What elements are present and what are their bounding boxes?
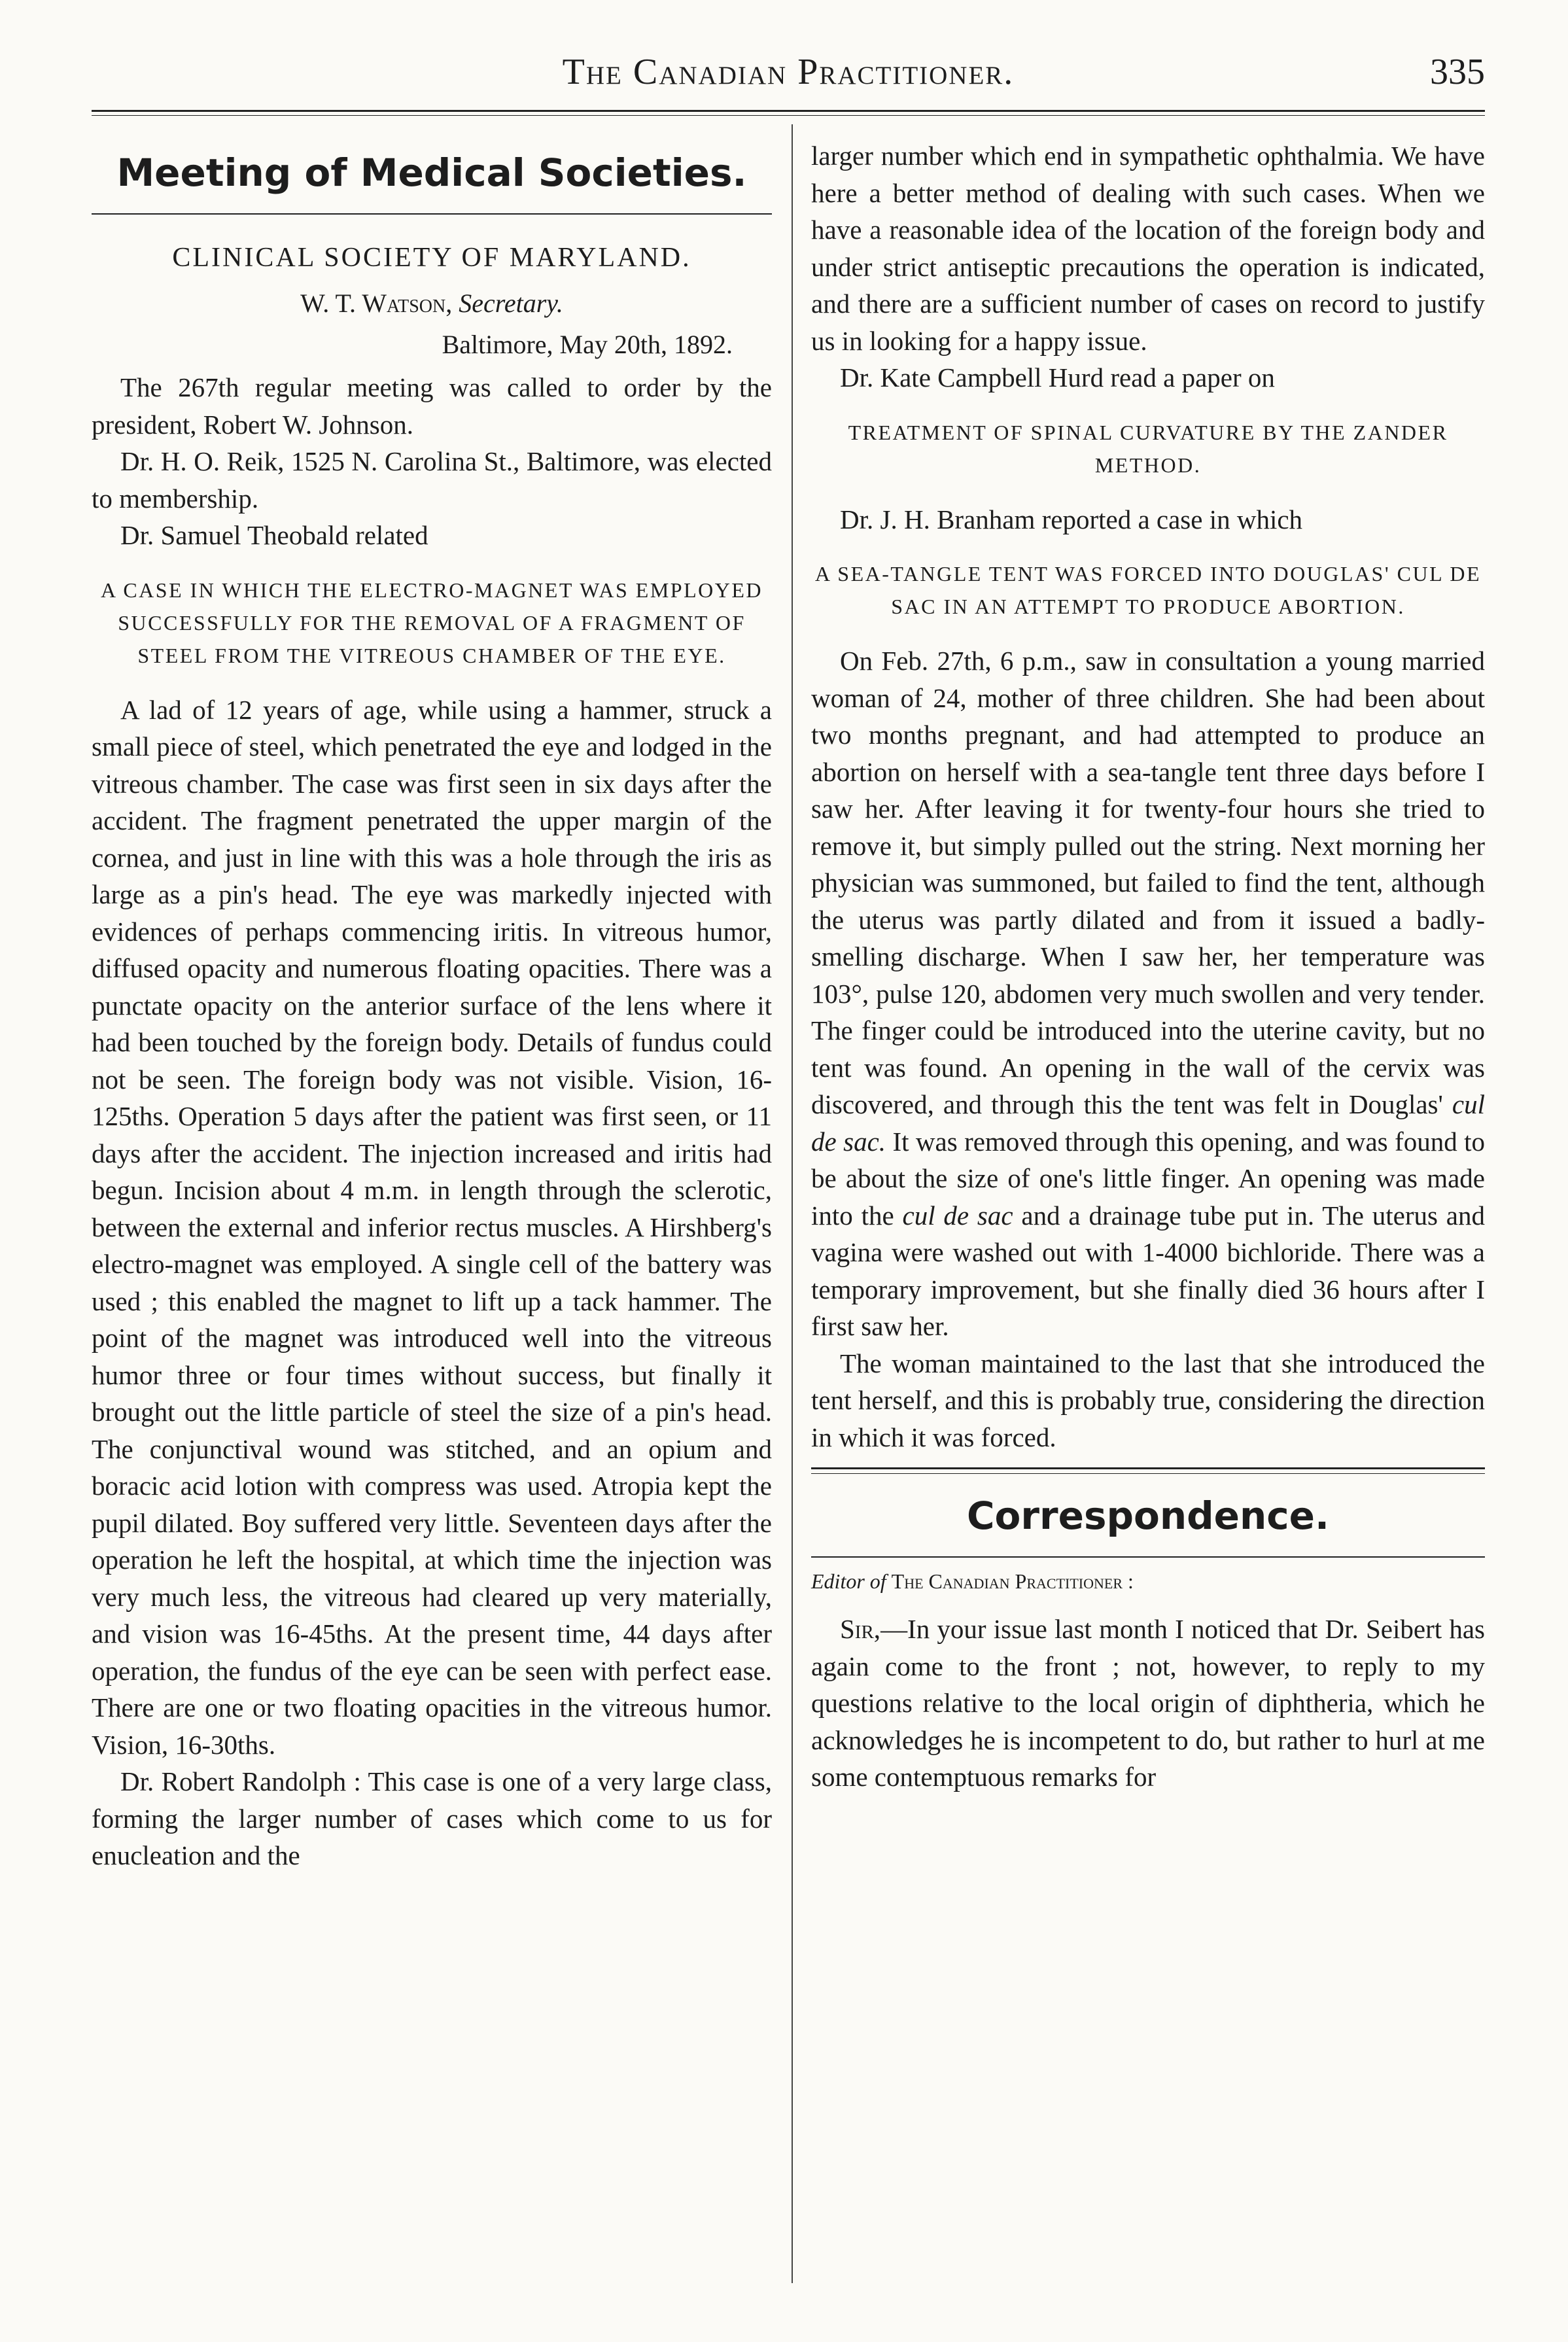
paragraph-case-abortion	[811, 642, 1485, 1345]
paragraph-branham: Dr. J. H. Branham reported a case in which	[840, 504, 1303, 534]
paragraph-membership: Dr. H. O. Reik, 1525 N. Carolina St., Baltimore, was elected to membership.	[92, 446, 772, 514]
case-text-part-a: On Feb. 27th, 6 p.m., saw in consultation a young married woman of 24, mother of three children. She had been about two months pregnant, and had attempted to produce an abortion on herself with a sea-tangle tent three days before I saw her. After leaving it for twenty-four hours she tried to remove it, but simply pulled out the string. Next morning her physician was summoned, but failed to find the tent, although the uterus was partly dilated and from it issued a badly-smelling discharge. When I saw her, her temperature was 103°, pulse 120, abdomen very much swollen and very tender. The finger could be introduced into the uterine cavity, but no tent was found. An opening in the wall of the cervix was discovered, and through this the tent was felt in Douglas'	[811, 646, 1485, 1119]
running-head	[92, 51, 1485, 103]
paragraph-letter	[811, 1611, 1485, 1796]
paper-title-electromagnet: A CASE IN WHICH THE ELECTRO-MAGNET WAS EMPLOYED SUCCESSFULLY FOR THE REMOVAL OF A FRAGMENT OF STEEL FROM THE VITREOUS CHAMBER OF THE EYE.	[100, 578, 763, 667]
cul-de-sac-term: cul de sac	[902, 1200, 1013, 1231]
secretary-title: Secretary.	[459, 288, 563, 318]
correspondence-rule	[811, 1467, 1485, 1474]
page-number: 335	[1430, 52, 1485, 92]
paper-title-sea-tangle: A SEA-TANGLE TENT WAS FORCED INTO DOUGLAS' CUL DE SAC IN AN ATTEMPT TO PRODUCE ABORTION.	[814, 562, 1482, 618]
paragraph-meeting: The 267th regular meeting was called to order by the president, Robert W. Johnson.	[92, 372, 772, 440]
right-column	[811, 137, 1485, 1796]
case-text-part-b: It was removed through this opening, and was found to be about the size of one's little finger. An opening was made into the	[811, 1126, 1486, 1231]
paragraph-conclusion: The woman maintained to the last that she introduced the tent herself, and this is probably true, considering the direction in which it was forced.	[811, 1348, 1485, 1452]
paragraph-hurd: Dr. Kate Campbell Hurd read a paper on	[840, 362, 1275, 393]
society-name: CLINICAL SOCIETY OF MARYLAND.	[172, 243, 691, 273]
paragraph-randolph: Dr. Robert Randolph : This case is one of a very large class, forming the larger number of cases which come to us for enucleation and the	[92, 1766, 772, 1870]
dateline: Baltimore, May 20th, 1892.	[442, 330, 733, 359]
paragraph-randolph-continued: larger number which end in sympathetic ophthalmia. We have here a better method of dealing with such cases. When we have a reasonable idea of the location of the foreign body and under strict antiseptic precautions the operation is indicated, and there are a sufficient number of cases on record to justify us in looking for a happy issue.	[811, 141, 1485, 356]
secretary-name: W. T. Watson,	[300, 288, 453, 318]
paper-title-zander: TREATMENT OF SPINAL CURVATURE BY THE ZANDER METHOD.	[848, 420, 1448, 477]
section-rule	[92, 213, 772, 215]
correspondence-underline	[811, 1556, 1485, 1558]
section-heading-meetings: Meeting of Medical Societies.	[116, 150, 747, 195]
letter-salutation: Sir,	[840, 1614, 881, 1644]
section-heading-correspondence: Correspondence.	[966, 1494, 1330, 1538]
case-text-part-c: and a drainage tube put in. The uterus and vagina were washed out with 1-4000 bichloride. There was a temporary improvement, but she finally died 36 hours after I first saw her.	[811, 1200, 1486, 1341]
editor-prefix: Editor of	[811, 1569, 886, 1593]
secretary-line	[92, 288, 772, 319]
paragraph-theobald: Dr. Samuel Theobald related	[120, 520, 428, 550]
column-divider	[792, 124, 793, 2283]
journal-title: The Canadian Practitioner.	[562, 52, 1015, 92]
paragraph-case-steel: A lad of 12 years of age, while using a hammer, struck a small piece of steel, which penetrated the eye and lodged in the vitreous chamber. The case was first seen in six days after the accident. The fragment penetrated the upper margin of the cornea, and just in line with this was a hole through the iris as large as a pin's head. The eye was markedly injected with evidences of perhaps commencing iritis. In vitreous humor, diffused opacity and numerous floating opacities. There was a punctate opacity on the anterior surface of the lens where it had been touched by the foreign body. Details of fundus could not be seen. The foreign body was not visible. Vision, 16-125ths. Operation 5 days after the patient was first seen, or 11 days after the accident. The injection increased and iritis had begun. Incision about 4 m.m. in length through the sclerotic, between the external and inferior rectus muscles. A Hirshberg's electro-magnet was employed. A single cell of the battery was used ; this enabled the magnet to lift up a tack hammer. The point of the magnet was introduced well into the vitreous humor three or four times without success, but finally it brought out the little particle of steel the size of a pin's head. The conjunctival wound was stitched, and an opium and boracic acid lotion with compress was used. Atropia kept the pupil dilated. Boy suffered very little. Seventeen days after the operation he left the hospital, at which time the injection was very much less, the vitreous had cleared up very materially, and vision was 16-45ths. At the present time, 44 days after operation, the fundus of the eye can be seen with perfect ease. There are one or two floating opacities in the vitreous humor. Vision, 16-30ths.	[92, 694, 772, 1760]
letter-body: —In your issue last month I noticed that Dr. Seibert has again come to the front ; not, however, to reply to my questions relative to the local origin of diphtheria, which he acknowledges he is incompetent to do, but rather to hurl at me some contemptuous remarks for	[811, 1614, 1485, 1792]
editor-journal: The Canadian Practitioner :	[891, 1569, 1134, 1593]
left-column	[92, 137, 772, 1874]
editor-address	[811, 1569, 1485, 1594]
header-rule	[92, 110, 1485, 116]
cul-de-sac-term: cul de sac.	[811, 1089, 1485, 1157]
